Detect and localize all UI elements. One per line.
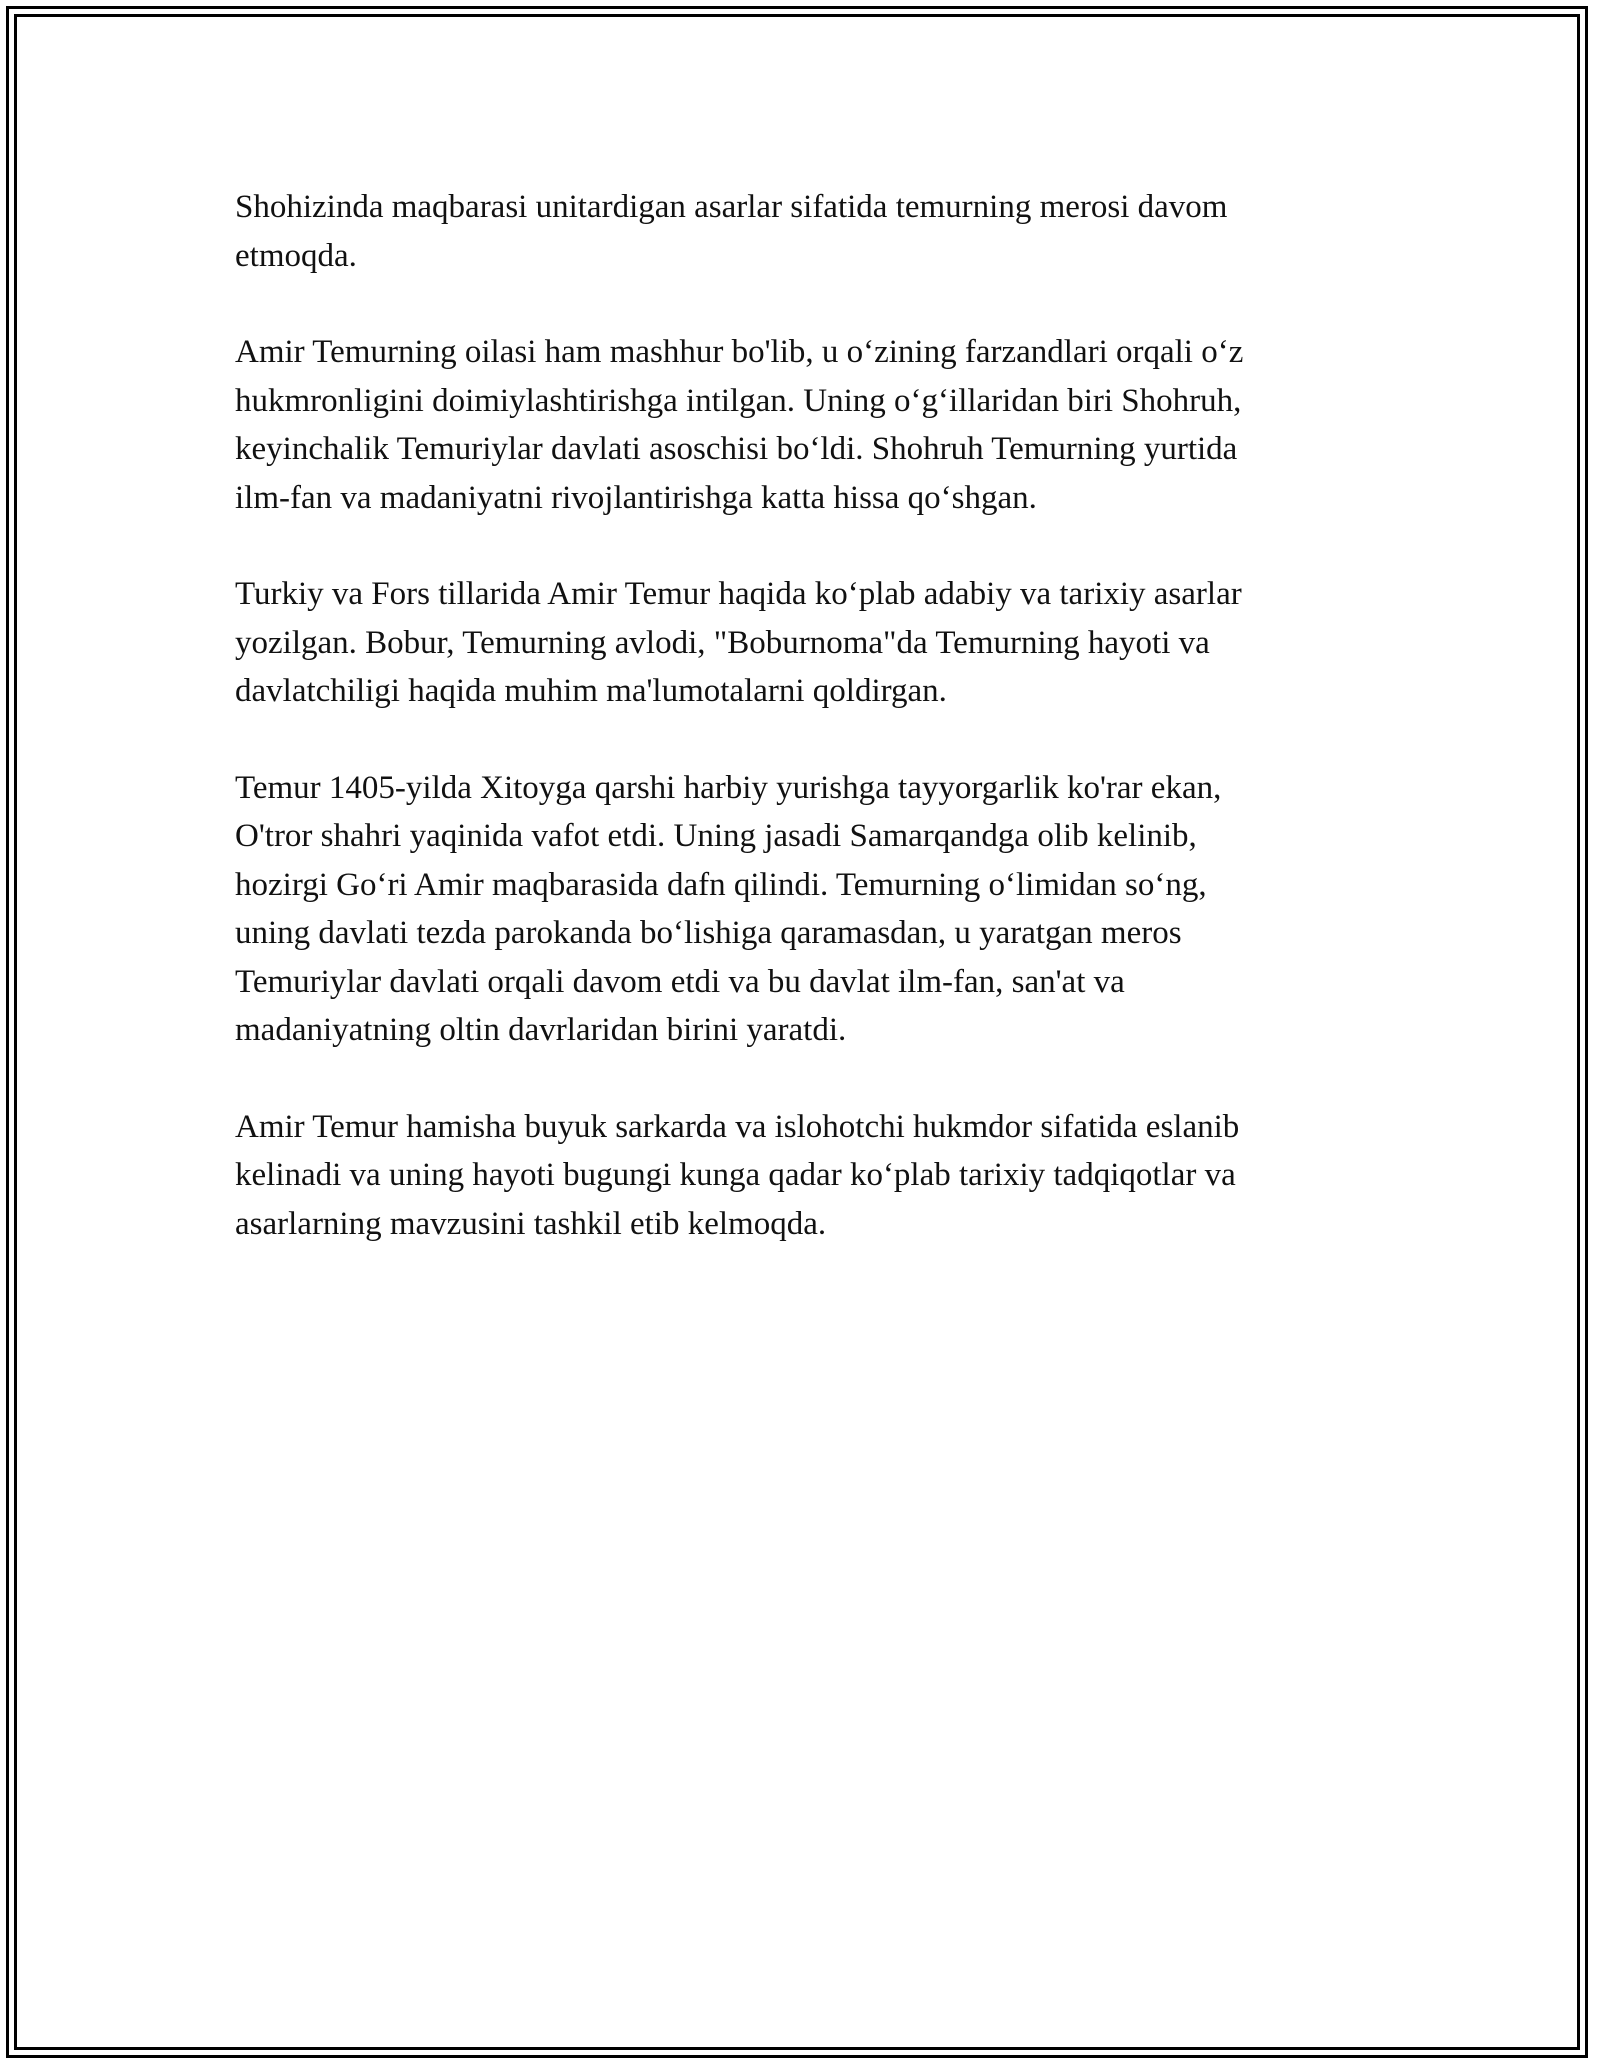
paragraph-1: Shohizinda maqbarasi unitardigan asarlar sifatida temurning merosi davom etmoqda. [235, 189, 1228, 274]
paragraph-4: Temur 1405-yilda Xitoyga qarshi harbiy yurishga tayyorgarlik ko'rar ekan, O'tror shahri yaqinida vafot etdi. Uning jasadi Samarqandga olib kelinib, hozirgi Go‘ri Amir maqbarasida dafn qilindi. Temurning o‘limidan so‘ng, uning davlati tezda parokanda bo‘lishiga qaramasdan, u yaratgan meros Temuriylar davlati orqali davom etdi va bu davlat ilm-fan, san'at va madaniyatning oltin davrlaridan birini yaratdi. [235, 769, 1222, 1048]
paragraph-5: Amir Temur hamisha buyuk sarkarda va islohotchi hukmdor sifatida eslanib kelinadi va uning hayoti bugungi kunga qadar ko‘plab tarixiy tadqiqotlar va asarlarning mavzusini tashkil etib kelmoqda. [235, 1108, 1240, 1242]
document-body [235, 183, 1370, 1296]
paragraph-3: Turkiy va Fors tillarida Amir Temur haqida ko‘plab adabiy va tarixiy asarlar yozilgan. Bobur, Temurning avlodi, "Boburnoma"da Temurning hayoti va davlatchiligi haqida muhim ma'lumotalarni qoldirgan. [235, 576, 1242, 709]
paragraph-2: Amir Temurning oilasi ham mashhur bo'lib, u o‘zining farzandlari orqali o‘z hukmronligini doimiylashtirishga intilgan. Uning o‘g‘illaridan biri Shohruh, keyinchalik Temuriylar davlati asoschisi bo‘ldi. Shohruh Temurning yurtida ilm-fan va madaniyatni rivojlantirishga katta hissa qo‘shgan. [235, 334, 1244, 516]
